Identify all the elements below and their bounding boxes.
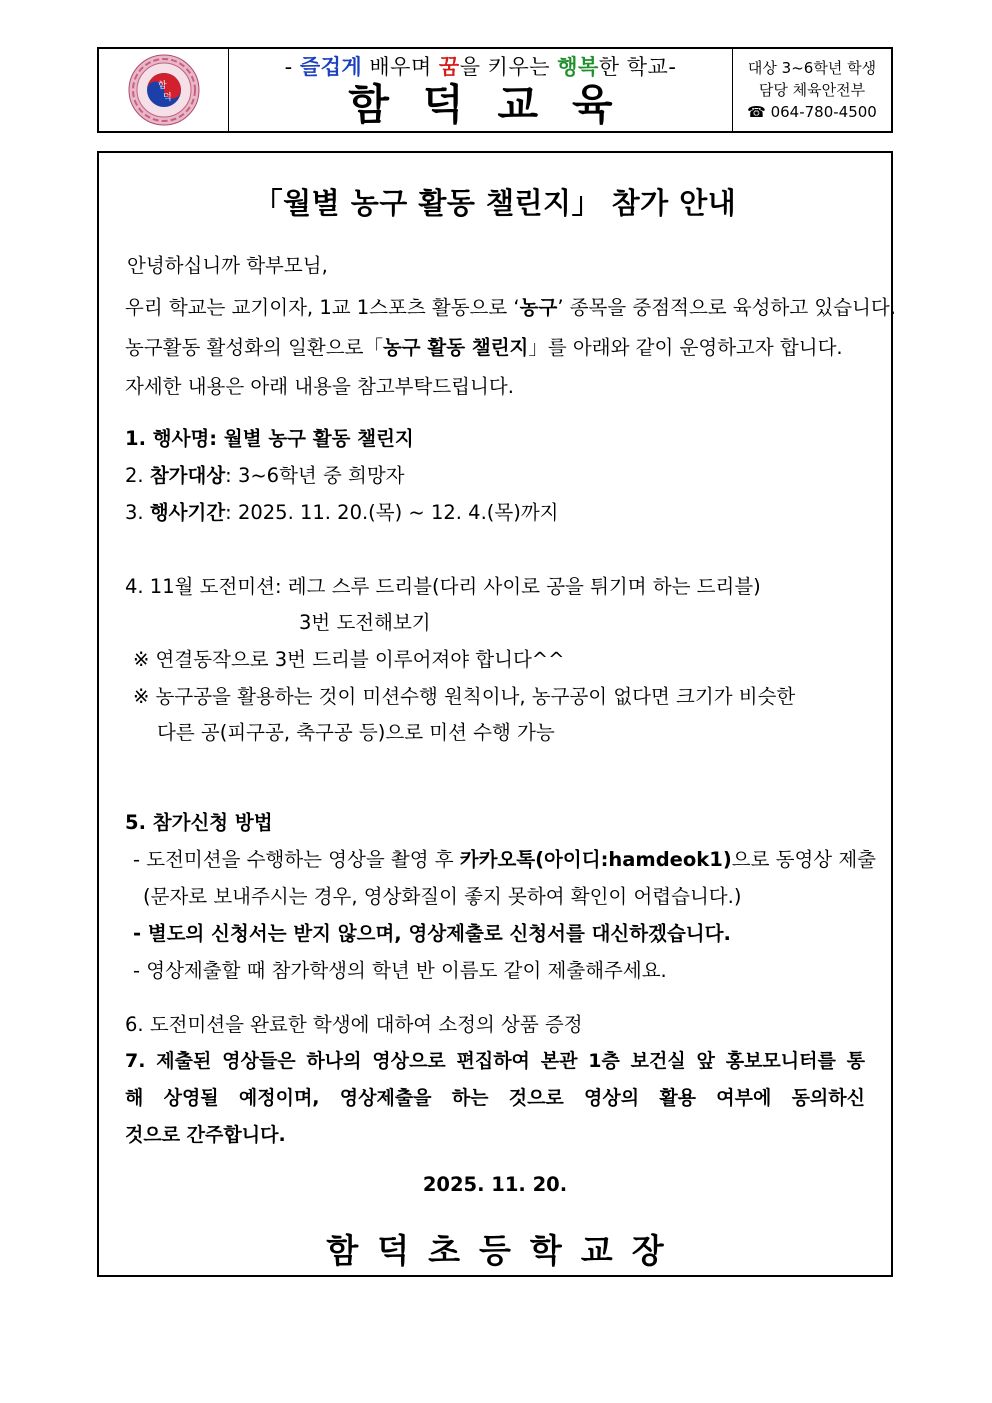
slogan-word-school: 한 학교- (598, 55, 677, 79)
phone-icon: ☎ (747, 103, 771, 121)
notice-title: 「월별 농구 활동 챌린지」 참가 안내 (253, 186, 737, 220)
application-line-1-text: - 도전미션을 수행하는 영상을 촬영 후 (133, 848, 460, 871)
slogan-word-happy: 행복 (557, 55, 599, 79)
item2-label: 참가대상 (149, 464, 226, 487)
item-video-use-line-1: 7. 제출된 영상들은 하나의 영상으로 편집하여 본관 1층 보건실 앞 홍보모니터를 통 (125, 1050, 865, 1072)
item-period (125, 500, 559, 526)
slogan-word-fun: 즐겁게 (299, 55, 363, 79)
intro1-text-a: 우리 학교는 교기이자, 1교 1스포츠 활동으로 ‘ (125, 296, 520, 319)
school-emblem-icon (118, 52, 210, 128)
notice-body (97, 151, 896, 1277)
intro1-text-c: ’ 종목을 중점적으로 육성하고 있습니다. (557, 296, 896, 319)
application-line-1 (133, 847, 876, 873)
item-prize: 6. 도전미션을 완료한 학생에 대하여 소정의 상품 증정 (125, 1013, 583, 1036)
slogan-word-grow: 을 키우는 (459, 55, 558, 79)
principal-signature-row (99, 1231, 891, 1276)
emblem-text-bottom: 덕 (162, 93, 172, 103)
greeting: 안녕하십니까 학부모님, (127, 254, 328, 277)
intro2-text-bold: 농구 활동 챌린지 (382, 336, 529, 359)
intro2-text-a: 농구활동 활성화의 일환으로「 (125, 336, 383, 359)
kakaotalk-id: 카카오톡(아이디:hamdeok1) (459, 848, 732, 871)
slogan-word-learn: 배우며 (362, 55, 439, 79)
school-emblem-cell (99, 49, 229, 131)
item-mission-line-1: 4. 11월 도전미션: 레그 스루 드리블(다리 사이로 공을 튀기며 하는 드리블) (125, 575, 761, 598)
application-line-4: - 영상제출할 때 참가학생의 학년 반 이름도 같이 제출해주세요. (133, 959, 667, 982)
note-connected-dribble: ※ 연결동작으로 3번 드리블 이루어져야 합니다^^ (133, 648, 565, 671)
header-info (733, 49, 891, 131)
item-mission-line-2: 3번 도전해보기 (299, 611, 431, 634)
school-education-title: 함덕교육 (348, 80, 647, 129)
notice-date: 2025. 11. 20. (422, 1173, 568, 1196)
intro-line-3: 자세한 내용은 아래 내용을 참고부탁드립니다. (125, 375, 514, 398)
item-event-name: 1. 행사명: 월별 농구 활동 챌린지 (125, 427, 414, 450)
item-application-title: 5. 참가신청 방법 (125, 811, 273, 834)
info-department: 담당 체육안전부 (758, 81, 866, 99)
item-video-use-line-3: 것으로 간주합니다. (125, 1124, 286, 1146)
application-line-3: - 별도의 신청서는 받지 않으며, 영상제출로 신청서를 대신하겠습니다. (133, 922, 731, 945)
intro-line-2 (125, 335, 843, 361)
item-participants (125, 463, 405, 489)
slogan-prefix: - (284, 55, 300, 79)
principal-signature: 함덕초등학교장 (326, 1231, 683, 1270)
info-phone-row (747, 101, 877, 123)
intro1-text-bold: 농구 (519, 296, 558, 319)
note-ball-line-1: ※ 농구공을 활용하는 것이 미션수행 원칙이나, 농구공이 없다면 크기가 비슷한 (133, 685, 796, 708)
application-line-1-end: 으로 동영상 제출 (731, 848, 877, 871)
item3-value: : 2025. 11. 20.(목) ~ 12. 4.(목)까지 (225, 501, 559, 524)
slogan-word-dream: 꿈 (438, 55, 460, 79)
intro2-text-c: 」를 아래와 같이 운영하고자 합니다. (528, 336, 843, 359)
item-video-use-line-2: 해 상영될 예정이며, 영상제출을 하는 것으로 영상의 활용 여부에 동의하신 (125, 1087, 865, 1109)
info-target: 대상 3~6학년 학생 (747, 59, 877, 77)
application-line-2: (문자로 보내주시는 경우, 영상화질이 좋지 못하여 확인이 어렵습니다.) (143, 885, 742, 908)
info-phone: 064-780-4500 (770, 103, 877, 121)
note-ball-line-2: 다른 공(피구공, 축구공 등)으로 미션 수행 가능 (157, 721, 555, 744)
item2-number: 2. (125, 464, 150, 487)
document-header (97, 47, 893, 133)
item2-value: : 3~6학년 중 희망자 (225, 464, 405, 487)
item3-label: 행사기간 (149, 501, 226, 524)
emblem-text-top: 함 (157, 81, 167, 91)
intro-line-1 (125, 295, 896, 321)
school-slogan (285, 51, 677, 81)
item3-number: 3. (125, 501, 150, 524)
header-center (229, 49, 733, 131)
